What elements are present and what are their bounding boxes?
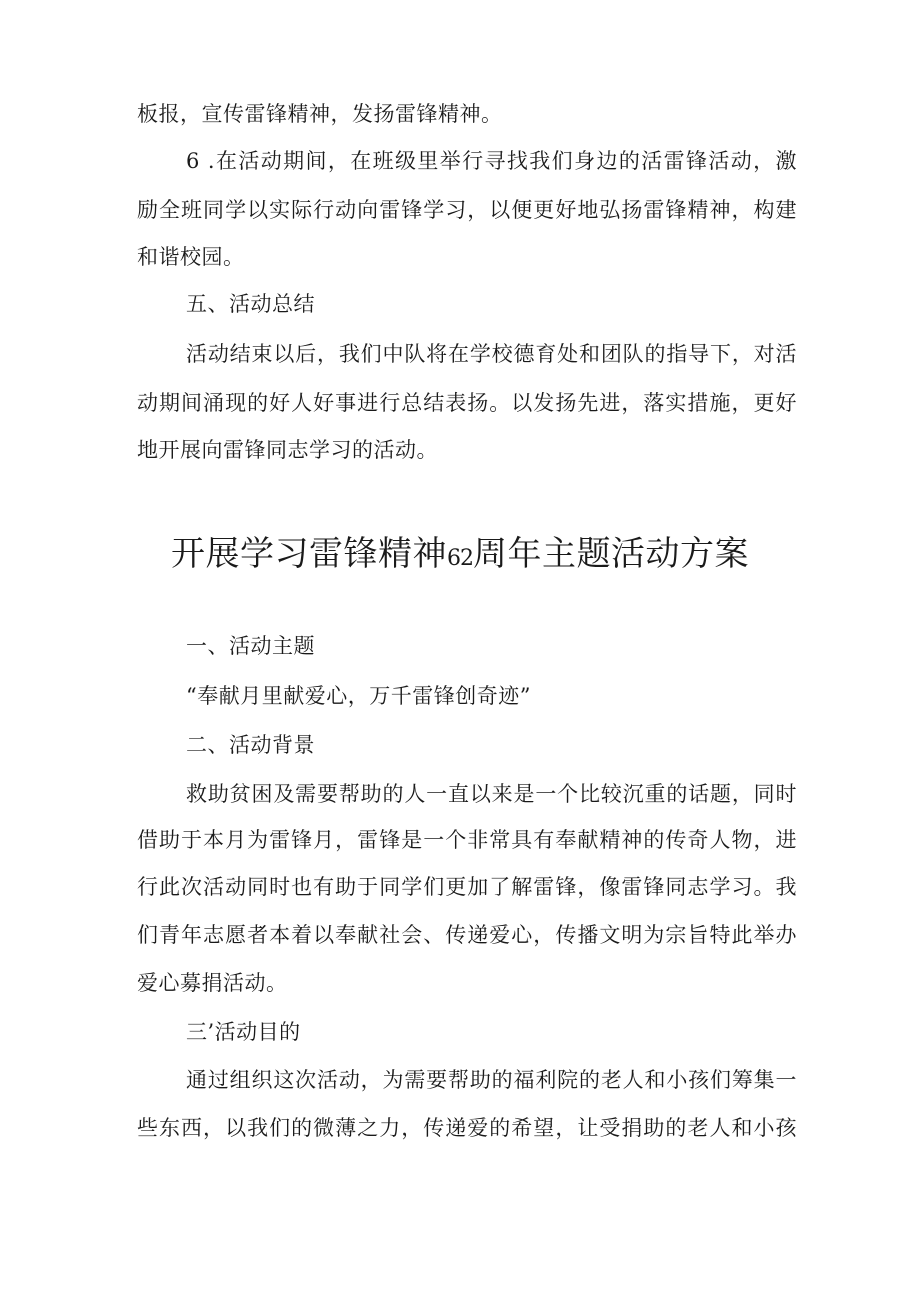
section-heading: 三’活动目的 <box>186 1020 301 1044</box>
paragraph-line: 行此次活动同时也有助于同学们更加了解雷锋，像雷锋同志学习。我 <box>137 875 797 899</box>
section-heading: 二、活动背景 <box>186 733 315 757</box>
title-text: 周年主题活动方案 <box>473 534 749 574</box>
paragraph-line: 借助于本月为雷锋月，雷锋是一个非常具有奉献精神的传奇人物，进 <box>137 828 797 852</box>
title-text: 开展学习雷锋精神 <box>171 534 447 574</box>
paragraph-line: 活动结束以后，我们中队将在学校德育处和团队的指导下，对活 <box>186 342 797 366</box>
paragraph-line: 板报，宣传雷锋精神，发扬雷锋精神。 <box>137 102 503 126</box>
document-title <box>0 532 920 581</box>
list-item-6-line: 励全班同学以实际行动向雷锋学习，以便更好地弘扬雷锋精神，构建 <box>137 198 797 222</box>
section-heading: 五、活动总结 <box>186 292 315 316</box>
paragraph-line: 动期间涌现的好人好事进行总结表扬。以发扬先进，落实措施，更好 <box>137 391 797 415</box>
paragraph-line: 们青年志愿者本着以奉献社会、传递爱心，传播文明为宗旨特此举办 <box>137 923 797 947</box>
paragraph-line: 救助贫困及需要帮助的人一直以来是一个比较沉重的话题，同时 <box>186 782 797 806</box>
list-item-6-line: 6 .在活动期间，在班级里举行寻找我们身边的活雷锋活动，激 <box>186 149 797 173</box>
paragraph-line: 爱心募捐活动。 <box>137 971 288 995</box>
section-heading: 一、活动主题 <box>186 634 315 658</box>
theme-slogan: “奉献月里献爱心，万千雷锋创奇迹” <box>186 684 531 708</box>
paragraph-line: 地开展向雷锋同志学习的活动。 <box>137 438 438 462</box>
list-item-6-line: 和谐校园。 <box>137 245 245 269</box>
paragraph-line: 通过组织这次活动，为需要帮助的福利院的老人和小孩们筹集一 <box>186 1068 797 1092</box>
paragraph-line: 些东西，以我们的微薄之力，传递爱的希望，让受捐助的老人和小孩 <box>137 1116 797 1140</box>
title-number: 62 <box>447 546 473 571</box>
